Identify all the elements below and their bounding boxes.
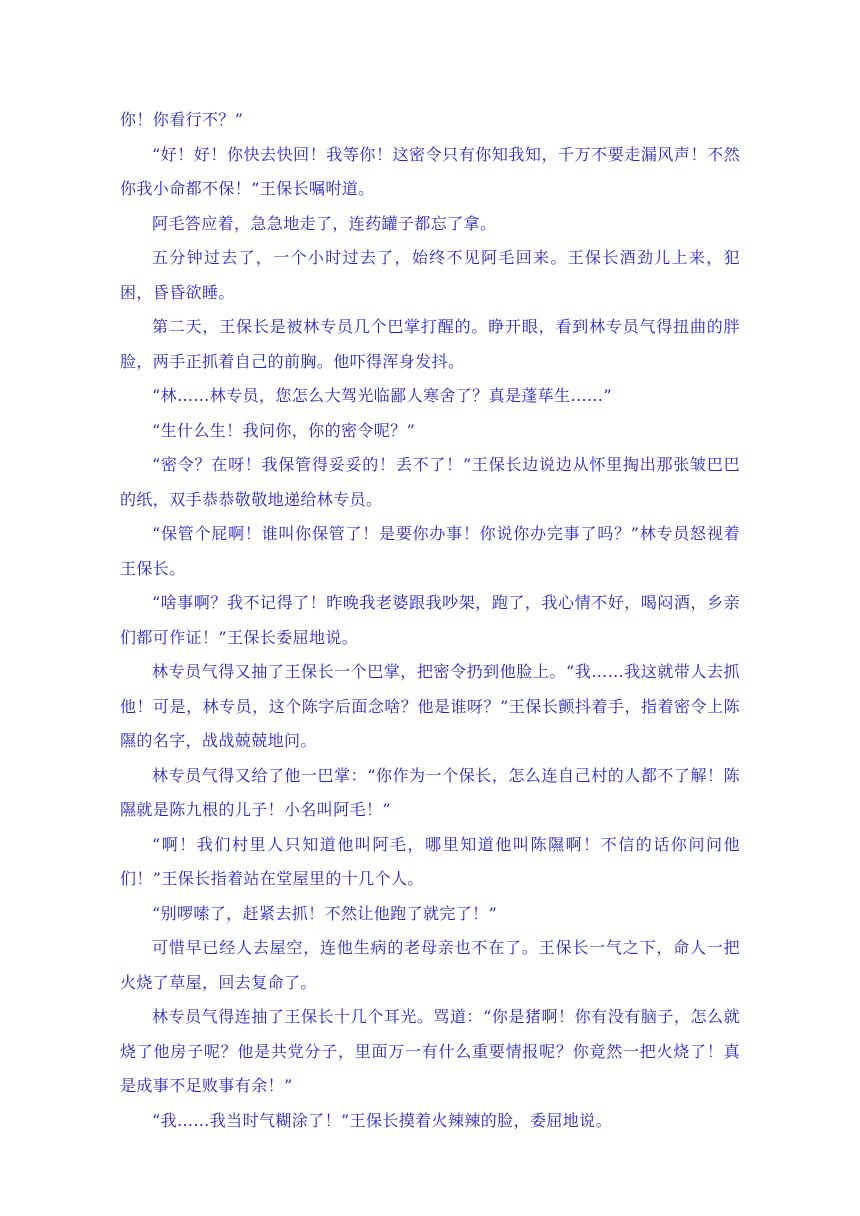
paragraph: 可惜早已经人去屋空，连他生病的老母亲也不在了。王保长一气之下，命人一把火烧了草屋，回去复命了。 (120, 938, 740, 992)
paragraph: “啊！我们村里人只知道他叫阿毛，哪里知道他叫陈隰啊！不信的话你问问他们！”王保长指着站在堂屋里的十几个人。 (120, 834, 740, 888)
paragraph: 第二天，王保长是被林专员几个巴掌打醒的。睁开眼，看到林专员气得扭曲的胖脸，两手正抓着自己的前胸。他吓得浑身发抖。 (120, 317, 740, 371)
paragraph: 五分钟过去了，一个小时过去了，始终不见阿毛回来。王保长酒劲儿上来，犯困，昏昏欲睡。 (120, 248, 740, 302)
paragraph: 林专员气得连抽了王保长十几个耳光。骂道：“你是猪啊！你有没有脑子，怎么就烧了他房子呢？他是共党分子，里面万一有什么重要情报呢？你竟然一把火烧了！真是成事不足败事有余！” (120, 1007, 740, 1095)
paragraph: “啥事啊？我不记得了！昨晚我老婆跟我吵架，跑了，我心情不好，喝闷酒，乡亲们都可作证！”王保长委屈地说。 (120, 593, 740, 647)
paragraph: “我……我当时气糊涂了！”王保长摸着火辣辣的脸，委屈地说。 (152, 1110, 612, 1130)
paragraph: 林专员气得又给了他一巴掌：“你作为一个保长，怎么连自己村的人都不了解！陈隰就是陈九根的儿子！小名叫阿毛！” (120, 765, 740, 819)
paragraph: 你！你看行不？” (120, 110, 244, 129)
document-body (120, 103, 740, 1138)
paragraph: 阿毛答应着，急急地走了，连药罐子都忘了拿。 (152, 213, 497, 233)
paragraph: “林……林专员，您怎么大驾光临鄙人寒舍了？真是蓬荜生……” (152, 386, 612, 405)
paragraph: “生什么生！我问你，你的密令呢？” (152, 420, 416, 440)
paragraph: “好！好！你快去快回！我等你！这密令只有你知我知，千万不要走漏风声！不然你我小命都不保！”王保长嘱咐道。 (120, 144, 740, 198)
paragraph: “别啰嗦了，赶紧去抓！不然让他跑了就完了！” (152, 903, 498, 923)
paragraph: 林专员气得又抽了王保长一个巴掌，把密令扔到他脸上。“我……我这就带人去抓他！可是，林专员，这个陈字后面念啥？他是谁呀？”王保长颤抖着手，指着密令上陈隰的名字，战战兢兢地问。 (120, 662, 740, 750)
paragraph: “保管个屁啊！谁叫你保管了！是要你办事！你说你办完事了吗？”林专员怒视着王保长。 (120, 524, 740, 578)
paragraph: “密令？在呀！我保管得妥妥的！丢不了！”王保长边说边从怀里掏出那张皱巴巴的纸，双手恭恭敬敬地递给林专员。 (120, 455, 740, 509)
